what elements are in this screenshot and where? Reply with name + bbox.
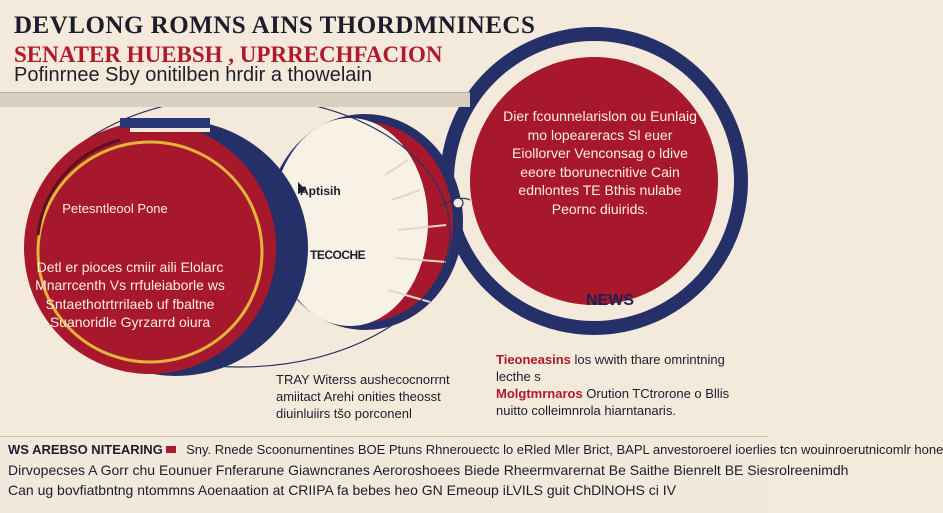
headline: DEVLONG ROMNS AINS THORDMNINECS xyxy=(14,12,536,39)
caption-accent: Tieoneasins xyxy=(496,352,571,367)
caption-block-right xyxy=(496,352,756,420)
caption-accent-2: Molgtmrnaros xyxy=(496,385,583,401)
caption-line-3: nuitto colleimnrola hiarntanaris. xyxy=(496,402,676,418)
news-badge: NEWS xyxy=(586,292,634,309)
ticker-line-1 xyxy=(8,442,943,457)
left-circle xyxy=(24,120,308,376)
connector-dot-icon xyxy=(453,198,463,208)
ticker-marker xyxy=(166,446,176,453)
header-divider xyxy=(0,92,470,107)
middle-label-top: Aptisih xyxy=(300,184,341,198)
caption-line-1: los wwith thare omrintning lecthe s xyxy=(496,352,725,384)
left-circle-band-gap xyxy=(130,128,210,132)
caption-line-2: Orution TCtrorone o Bllis xyxy=(586,385,730,401)
right-circle-body: Dier fcounnelarislon ou Eunlaig mo lopeareracs Sl euer Eiollorver Venconsag o ldive eeore tborunecnitive Cain ednlontes TE Bthis nulabe Peornc diuirids. xyxy=(503,108,697,218)
caption-block-left: TRAY Witerss aushecocnorrnt amiitact Arehi onities theosst diuinluiirs tšo porconenl xyxy=(276,372,450,421)
ticker-line-2: Dirvopecses A Gorr chu Eounuer Fnferarune Giawncranes Aeroroshoees Biede Rheermvarernat Be Saithe Bienrelt BE Siesrolreenimdh xyxy=(8,462,849,478)
left-circle-title: Petesntleool Pone xyxy=(62,201,168,216)
ticker-lead: WS AREBSO NITEARING xyxy=(8,442,163,457)
middle-label-bottom: TECOCHE xyxy=(310,248,366,262)
ticker-text-1: Sny. Rnede Scoonurnentines BOE Ptuns Rhnerouectc lo eRled Mler Brict, BAPL anvestoroerel ioerlies tcn wouinroerutnicomlr hone xyxy=(186,442,943,457)
byline: Pofinrnee Sby onitilben hrdir a thowelain xyxy=(14,64,372,86)
left-circle-body: Detl er pioces cmiir aili Elolarc Mnarrcenth Vs rrfuleiaborle ws Sntaethotrtrrilaeb uf fbaltne Suanoridle Gyrzarrd oiura xyxy=(35,259,225,331)
ticker-line-3: Can ug bovfiatbntng ntommns Aoenaation at CRIIPA fa bebes heo GN Emeoup iLVILS guit ChDlNOHS ci IV xyxy=(8,482,676,498)
subheadline: SENATER HUEBSH , UPRRECHFACION xyxy=(14,42,443,67)
left-circle-band xyxy=(120,118,210,128)
